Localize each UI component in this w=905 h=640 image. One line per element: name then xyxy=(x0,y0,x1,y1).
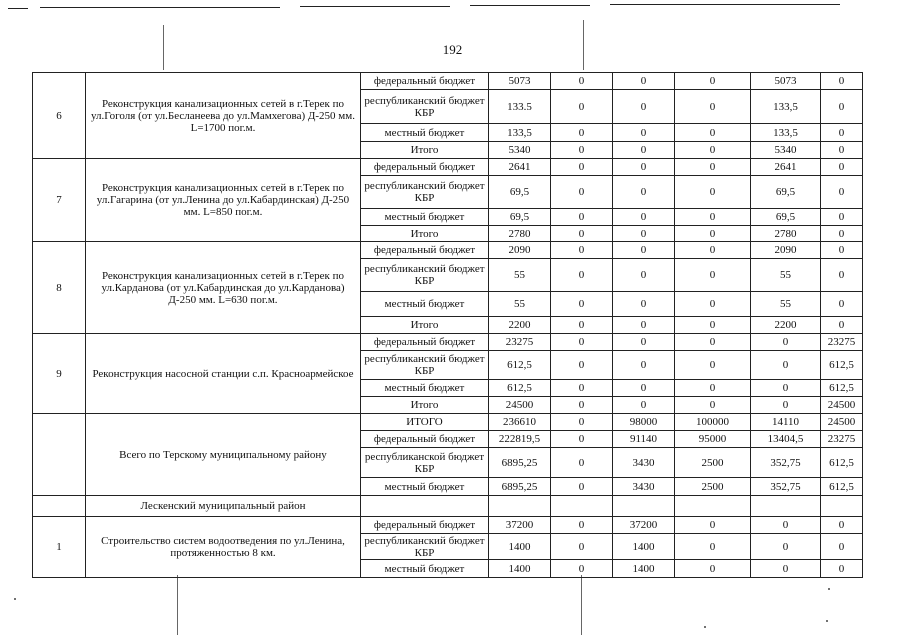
amount-cell: 0 xyxy=(821,317,863,334)
amount-cell: 69,5 xyxy=(751,209,821,226)
amount-cell: 23275 xyxy=(489,334,551,351)
amount-cell: 2200 xyxy=(751,317,821,334)
region-name-cell: Лескенский муниципальный район xyxy=(86,496,361,517)
funding-source-cell: местный бюджет xyxy=(361,478,489,496)
amount-cell: 2200 xyxy=(489,317,551,334)
table-row xyxy=(33,73,863,90)
amount-cell: 133,5 xyxy=(489,124,551,142)
amount-cell: 1400 xyxy=(613,534,675,560)
amount-cell: 6895,25 xyxy=(489,448,551,478)
region-empty-cell xyxy=(489,496,551,517)
amount-cell: 13404,5 xyxy=(751,431,821,448)
funding-source-cell: федеральный бюджет xyxy=(361,159,489,176)
amount-cell: 612,5 xyxy=(821,351,863,380)
funding-source-cell: Итого xyxy=(361,226,489,242)
amount-cell: 0 xyxy=(751,380,821,397)
funding-source-cell: республиканский бюджет КБР xyxy=(361,351,489,380)
scan-streak xyxy=(581,575,582,635)
amount-cell: 0 xyxy=(551,397,613,414)
funding-source-cell: республиканский бюджет КБР xyxy=(361,176,489,209)
amount-cell: 612,5 xyxy=(821,380,863,397)
amount-cell: 0 xyxy=(675,242,751,259)
amount-cell: 1400 xyxy=(489,534,551,560)
amount-cell: 0 xyxy=(551,560,613,578)
amount-cell: 0 xyxy=(551,351,613,380)
amount-cell: 0 xyxy=(613,73,675,90)
amount-cell: 0 xyxy=(613,159,675,176)
amount-cell: 0 xyxy=(821,242,863,259)
amount-cell: 0 xyxy=(751,517,821,534)
amount-cell: 352,75 xyxy=(751,478,821,496)
amount-cell: 14110 xyxy=(751,414,821,431)
amount-cell: 5340 xyxy=(489,142,551,159)
amount-cell: 0 xyxy=(821,560,863,578)
amount-cell: 95000 xyxy=(675,431,751,448)
amount-cell: 69,5 xyxy=(489,209,551,226)
item-description-cell: Реконструкция канализационных сетей в г.Терек по ул.Гоголя (от ул.Бесланеева до ул.Мамхегова) Д-250 мм. L=1700 пог.м. xyxy=(86,73,361,159)
funding-source-cell: местный бюджет xyxy=(361,209,489,226)
budget-table xyxy=(32,72,863,578)
amount-cell: 2500 xyxy=(675,448,751,478)
funding-source-cell: федеральный бюджет xyxy=(361,431,489,448)
amount-cell: 5073 xyxy=(489,73,551,90)
funding-source-cell: Итого xyxy=(361,317,489,334)
amount-cell: 133,5 xyxy=(751,124,821,142)
amount-cell: 612,5 xyxy=(489,351,551,380)
item-description-cell: Всего по Терскому муниципальному району xyxy=(86,414,361,496)
funding-source-cell: федеральный бюджет xyxy=(361,73,489,90)
amount-cell: 0 xyxy=(675,159,751,176)
item-number-cell xyxy=(33,414,86,496)
table-body xyxy=(33,73,863,578)
amount-cell: 352,75 xyxy=(751,448,821,478)
amount-cell: 0 xyxy=(551,259,613,292)
item-description-cell: Реконструкция канализационных сетей в г.Терек по ул.Карданова (от ул.Кабардинская до ул.Карданова) Д-250 мм. L=630 пог.м. xyxy=(86,242,361,334)
amount-cell: 23275 xyxy=(821,334,863,351)
amount-cell: 0 xyxy=(551,226,613,242)
funding-source-cell: федеральный бюджет xyxy=(361,242,489,259)
amount-cell: 0 xyxy=(821,534,863,560)
amount-cell: 0 xyxy=(551,90,613,124)
scan-edge-line xyxy=(470,5,590,6)
amount-cell: 0 xyxy=(613,242,675,259)
amount-cell: 0 xyxy=(613,397,675,414)
funding-source-cell: федеральный бюджет xyxy=(361,517,489,534)
amount-cell: 0 xyxy=(675,259,751,292)
table-row xyxy=(33,159,863,176)
amount-cell: 0 xyxy=(751,397,821,414)
item-number-cell: 9 xyxy=(33,334,86,414)
region-empty-cell xyxy=(551,496,613,517)
amount-cell: 0 xyxy=(551,242,613,259)
amount-cell: 0 xyxy=(675,124,751,142)
amount-cell: 0 xyxy=(675,142,751,159)
amount-cell: 133,5 xyxy=(751,90,821,124)
amount-cell: 612,5 xyxy=(489,380,551,397)
amount-cell: 0 xyxy=(613,209,675,226)
amount-cell: 0 xyxy=(821,124,863,142)
amount-cell: 0 xyxy=(675,560,751,578)
amount-cell: 0 xyxy=(821,176,863,209)
amount-cell: 612,5 xyxy=(821,448,863,478)
item-description-cell: Реконструкция канализационных сетей в г.Терек по ул.Гагарина (от ул.Ленина до ул.Кабардинская) Д-250 мм. L=850 пог.м. xyxy=(86,159,361,242)
item-number-cell: 7 xyxy=(33,159,86,242)
item-number-cell: 6 xyxy=(33,73,86,159)
amount-cell: 0 xyxy=(821,226,863,242)
region-empty-cell xyxy=(751,496,821,517)
amount-cell: 0 xyxy=(675,73,751,90)
scan-speck xyxy=(704,626,706,628)
amount-cell: 0 xyxy=(675,534,751,560)
amount-cell: 0 xyxy=(613,334,675,351)
amount-cell: 3430 xyxy=(613,448,675,478)
amount-cell: 0 xyxy=(821,73,863,90)
amount-cell: 2090 xyxy=(489,242,551,259)
scan-edge-line xyxy=(8,8,28,9)
amount-cell: 0 xyxy=(821,517,863,534)
region-empty-cell xyxy=(613,496,675,517)
amount-cell: 0 xyxy=(613,351,675,380)
amount-cell: 2641 xyxy=(751,159,821,176)
amount-cell: 0 xyxy=(675,334,751,351)
amount-cell: 37200 xyxy=(489,517,551,534)
amount-cell: 37200 xyxy=(613,517,675,534)
amount-cell: 2780 xyxy=(751,226,821,242)
funding-source-cell: местный бюджет xyxy=(361,380,489,397)
amount-cell: 69,5 xyxy=(489,176,551,209)
funding-source-cell: республиканский бюджет КБР xyxy=(361,534,489,560)
funding-source-cell: Итого xyxy=(361,397,489,414)
amount-cell: 0 xyxy=(751,560,821,578)
amount-cell: 0 xyxy=(675,209,751,226)
amount-cell: 0 xyxy=(551,478,613,496)
amount-cell: 0 xyxy=(551,334,613,351)
amount-cell: 0 xyxy=(551,517,613,534)
amount-cell: 0 xyxy=(675,380,751,397)
scan-streak xyxy=(177,575,178,635)
amount-cell: 612,5 xyxy=(821,478,863,496)
region-empty-cell xyxy=(361,496,489,517)
funding-source-cell: федеральный бюджет xyxy=(361,334,489,351)
amount-cell: 0 xyxy=(821,292,863,317)
amount-cell: 3430 xyxy=(613,478,675,496)
amount-cell: 24500 xyxy=(489,397,551,414)
amount-cell: 2090 xyxy=(751,242,821,259)
item-number-cell: 8 xyxy=(33,242,86,334)
funding-source-cell: республиканской бюджет КБР xyxy=(361,448,489,478)
amount-cell: 0 xyxy=(613,317,675,334)
amount-cell: 0 xyxy=(551,124,613,142)
scan-speck xyxy=(828,588,830,590)
item-description-cell: Строительство систем водоотведения по ул.Ленина, протяженностью 8 км. xyxy=(86,517,361,578)
table-row xyxy=(33,414,863,431)
amount-cell: 0 xyxy=(551,292,613,317)
region-header-row xyxy=(33,496,863,517)
amount-cell: 1400 xyxy=(489,560,551,578)
amount-cell: 0 xyxy=(751,351,821,380)
amount-cell: 23275 xyxy=(821,431,863,448)
amount-cell: 2780 xyxy=(489,226,551,242)
amount-cell: 0 xyxy=(821,142,863,159)
funding-source-cell: республиканский бюджет КБР xyxy=(361,259,489,292)
scan-edge-line xyxy=(610,4,840,5)
amount-cell: 0 xyxy=(675,226,751,242)
amount-cell: 6895,25 xyxy=(489,478,551,496)
region-empty-cell xyxy=(675,496,751,517)
funding-source-cell: республиканский бюджет КБР xyxy=(361,90,489,124)
funding-source-cell: ИТОГО xyxy=(361,414,489,431)
amount-cell: 0 xyxy=(551,431,613,448)
amount-cell: 0 xyxy=(613,259,675,292)
amount-cell: 2500 xyxy=(675,478,751,496)
item-number-cell: 1 xyxy=(33,517,86,578)
scan-speck xyxy=(826,620,828,622)
amount-cell: 0 xyxy=(751,534,821,560)
amount-cell: 1400 xyxy=(613,560,675,578)
amount-cell: 0 xyxy=(675,397,751,414)
amount-cell: 0 xyxy=(821,90,863,124)
amount-cell: 55 xyxy=(751,259,821,292)
region-number-cell xyxy=(33,496,86,517)
amount-cell: 0 xyxy=(821,259,863,292)
funding-source-cell: местный бюджет xyxy=(361,124,489,142)
amount-cell: 0 xyxy=(551,534,613,560)
amount-cell: 5073 xyxy=(751,73,821,90)
amount-cell: 0 xyxy=(675,517,751,534)
amount-cell: 0 xyxy=(551,159,613,176)
table-row xyxy=(33,334,863,351)
amount-cell: 0 xyxy=(613,292,675,317)
amount-cell: 0 xyxy=(551,176,613,209)
amount-cell: 55 xyxy=(489,292,551,317)
scan-edge-line xyxy=(40,7,280,8)
amount-cell: 69,5 xyxy=(751,176,821,209)
amount-cell: 2641 xyxy=(489,159,551,176)
amount-cell: 0 xyxy=(613,124,675,142)
amount-cell: 236610 xyxy=(489,414,551,431)
funding-source-cell: местный бюджет xyxy=(361,292,489,317)
amount-cell: 0 xyxy=(821,209,863,226)
amount-cell: 0 xyxy=(821,159,863,176)
amount-cell: 222819,5 xyxy=(489,431,551,448)
amount-cell: 0 xyxy=(551,414,613,431)
amount-cell: 100000 xyxy=(675,414,751,431)
amount-cell: 0 xyxy=(551,142,613,159)
amount-cell: 0 xyxy=(613,226,675,242)
funding-source-cell: местный бюджет xyxy=(361,560,489,578)
amount-cell: 0 xyxy=(675,176,751,209)
amount-cell: 0 xyxy=(551,380,613,397)
table-row xyxy=(33,242,863,259)
amount-cell: 24500 xyxy=(821,397,863,414)
amount-cell: 91140 xyxy=(613,431,675,448)
scan-speck xyxy=(14,598,16,600)
scan-edge-line xyxy=(300,6,450,7)
amount-cell: 0 xyxy=(751,334,821,351)
funding-source-cell: Итого xyxy=(361,142,489,159)
amount-cell: 0 xyxy=(613,90,675,124)
region-empty-cell xyxy=(821,496,863,517)
amount-cell: 0 xyxy=(551,209,613,226)
amount-cell: 0 xyxy=(551,317,613,334)
amount-cell: 0 xyxy=(675,351,751,380)
amount-cell: 0 xyxy=(551,73,613,90)
amount-cell: 98000 xyxy=(613,414,675,431)
amount-cell: 133.5 xyxy=(489,90,551,124)
table-row xyxy=(33,517,863,534)
amount-cell: 0 xyxy=(675,90,751,124)
amount-cell: 0 xyxy=(675,292,751,317)
amount-cell: 0 xyxy=(675,317,751,334)
amount-cell: 55 xyxy=(751,292,821,317)
item-description-cell: Реконструкция насосной станции с.п. Красноармейское xyxy=(86,334,361,414)
amount-cell: 5340 xyxy=(751,142,821,159)
amount-cell: 0 xyxy=(613,176,675,209)
amount-cell: 0 xyxy=(613,380,675,397)
amount-cell: 0 xyxy=(613,142,675,159)
amount-cell: 0 xyxy=(551,448,613,478)
amount-cell: 55 xyxy=(489,259,551,292)
amount-cell: 24500 xyxy=(821,414,863,431)
page-number: 192 xyxy=(442,42,463,57)
